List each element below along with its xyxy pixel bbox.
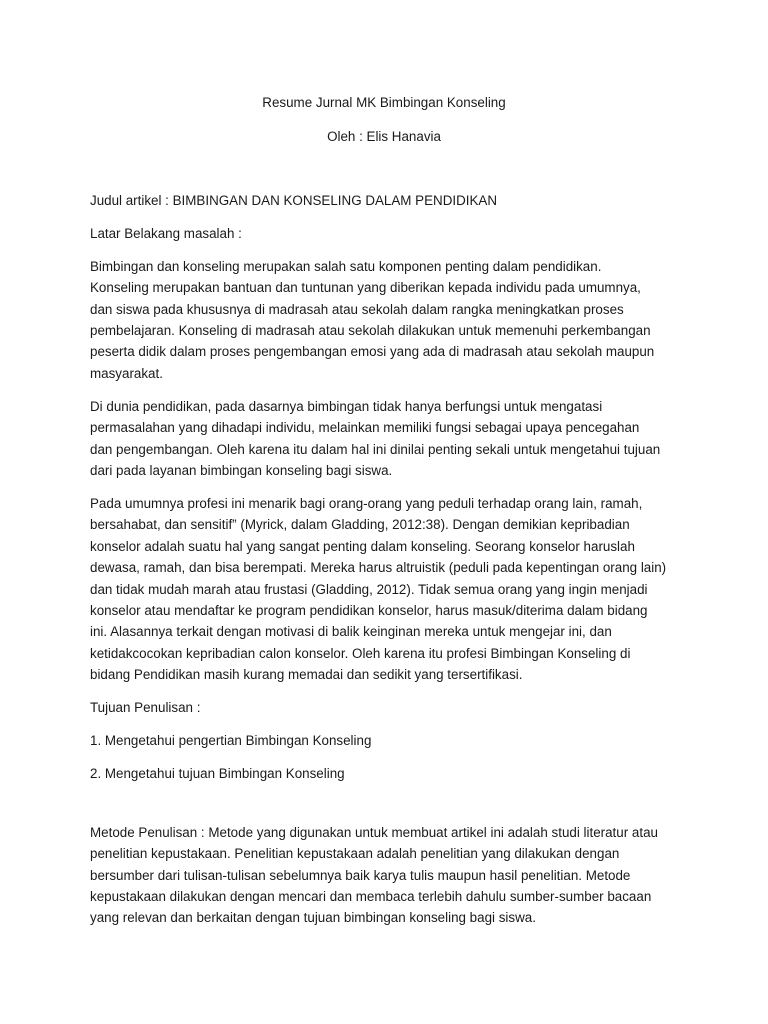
text-line: peserta didik dalam proses pengembangan emosi yang ada di madrasah atau sekolah maupun xyxy=(90,344,655,360)
text-line: Konseling merupakan bantuan dan tuntunan yang diberikan kepada individu pada umumnya, xyxy=(90,280,641,296)
text-line: penelitian kepustakaan. Penelitian kepustakaan adalah penelitian yang dilakukan dengan xyxy=(90,846,620,862)
text-line: konselor atau mendaftar ke program pendidikan konselor, harus masuk/diterima dalam bidang xyxy=(90,602,648,618)
spacer xyxy=(90,160,678,190)
tujuan-heading: Tujuan Penulisan : xyxy=(90,700,201,716)
latar-heading: Latar Belakang masalah : xyxy=(90,225,242,241)
text-line: bidang Pendidikan masih kurang memadai dan sedikit yang tersertifikasi. xyxy=(90,667,523,683)
text-line: bersahabat, dan sensitif” (Myrick, dalam Gladding, 2012:38). Dengan demikian kepribadian xyxy=(90,517,630,533)
text-line: pembelajaran. Konseling di madrasah atau sekolah dilakukan untuk memenuhi perkembangan xyxy=(90,323,651,339)
tujuan-item-2: 2. Mengetahui tujuan Bimbingan Konseling xyxy=(90,765,345,781)
document-author: Oleh : Elis Hanavia xyxy=(327,129,441,144)
metode-paragraph xyxy=(90,822,678,929)
text-line: dari pada layanan bimbingan konseling bagi siswa. xyxy=(90,462,393,478)
text-line: dewasa, ramah, dan bisa berempati. Mereka harus altruistik (peduli pada kepentingan orang lain) xyxy=(90,560,667,576)
paragraph-1 xyxy=(90,256,678,384)
text-line: dan siswa pada khususnya di madrasah atau sekolah dalam rangka meningkatkan proses xyxy=(90,301,624,317)
spacer xyxy=(90,796,678,822)
text-line: ketidakcocokan kepribadian calon konselor. Oleh karena itu profesi Bimbingan Konseling di xyxy=(90,645,631,661)
text-line: konselor adalah suatu hal yang sangat penting dalam konseling. Seorang konselor haruslah xyxy=(90,538,635,554)
text-line: Di dunia pendidikan, pada dasarnya bimbingan tidak hanya berfungsi untuk mengatasi xyxy=(90,398,603,414)
article-title: Judul artikel : BIMBINGAN DAN KONSELING DALAM PENDIDIKAN xyxy=(90,193,498,208)
text-line: Metode Penulisan : Metode yang digunakan untuk membuat artikel ini adalah studi literatur atau xyxy=(90,824,658,840)
text-line: dan tidak mudah marah atau frustasi (Gladding, 2012). Tidak semua orang yang ingin menjadi xyxy=(90,581,648,597)
paragraph-3 xyxy=(90,493,678,686)
text-line: ini. Alasannya terkait dengan motivasi di balik keinginan mereka untuk mengejar ini, dan xyxy=(90,624,612,640)
document-title: Resume Jurnal MK Bimbingan Konseling xyxy=(262,95,506,110)
text-line: yang relevan dan berkaitan dengan tujuan bimbingan konseling bagi siswa. xyxy=(90,910,536,926)
text-line: dan pengembangan. Oleh karena itu dalam hal ini dinilai penting sekali untuk mengetahui tujuan xyxy=(90,441,661,457)
text-line: permasalahan yang dihadapi individu, melainkan memiliki fungsi sebagai upaya pencegahan xyxy=(90,420,640,436)
tujuan-item-1: 1. Mengetahui pengertian Bimbingan Konseling xyxy=(90,732,372,748)
text-line: Pada umumnya profesi ini menarik bagi orang-orang yang peduli terhadap orang lain, ramah, xyxy=(90,495,643,511)
text-line: bersumber dari tulisan-tulisan sebelumnya baik karya tulis maupun hasil penelitian. Metode xyxy=(90,867,631,883)
text-line: kepustakaan dilakukan dengan mencari dan membaca terlebih dahulu sumber-sumber bacaan xyxy=(90,888,652,904)
text-line: masyarakat. xyxy=(90,365,163,381)
paragraph-2 xyxy=(90,396,678,482)
text-line: Bimbingan dan konseling merupakan salah satu komponen penting dalam pendidikan. xyxy=(90,258,602,274)
